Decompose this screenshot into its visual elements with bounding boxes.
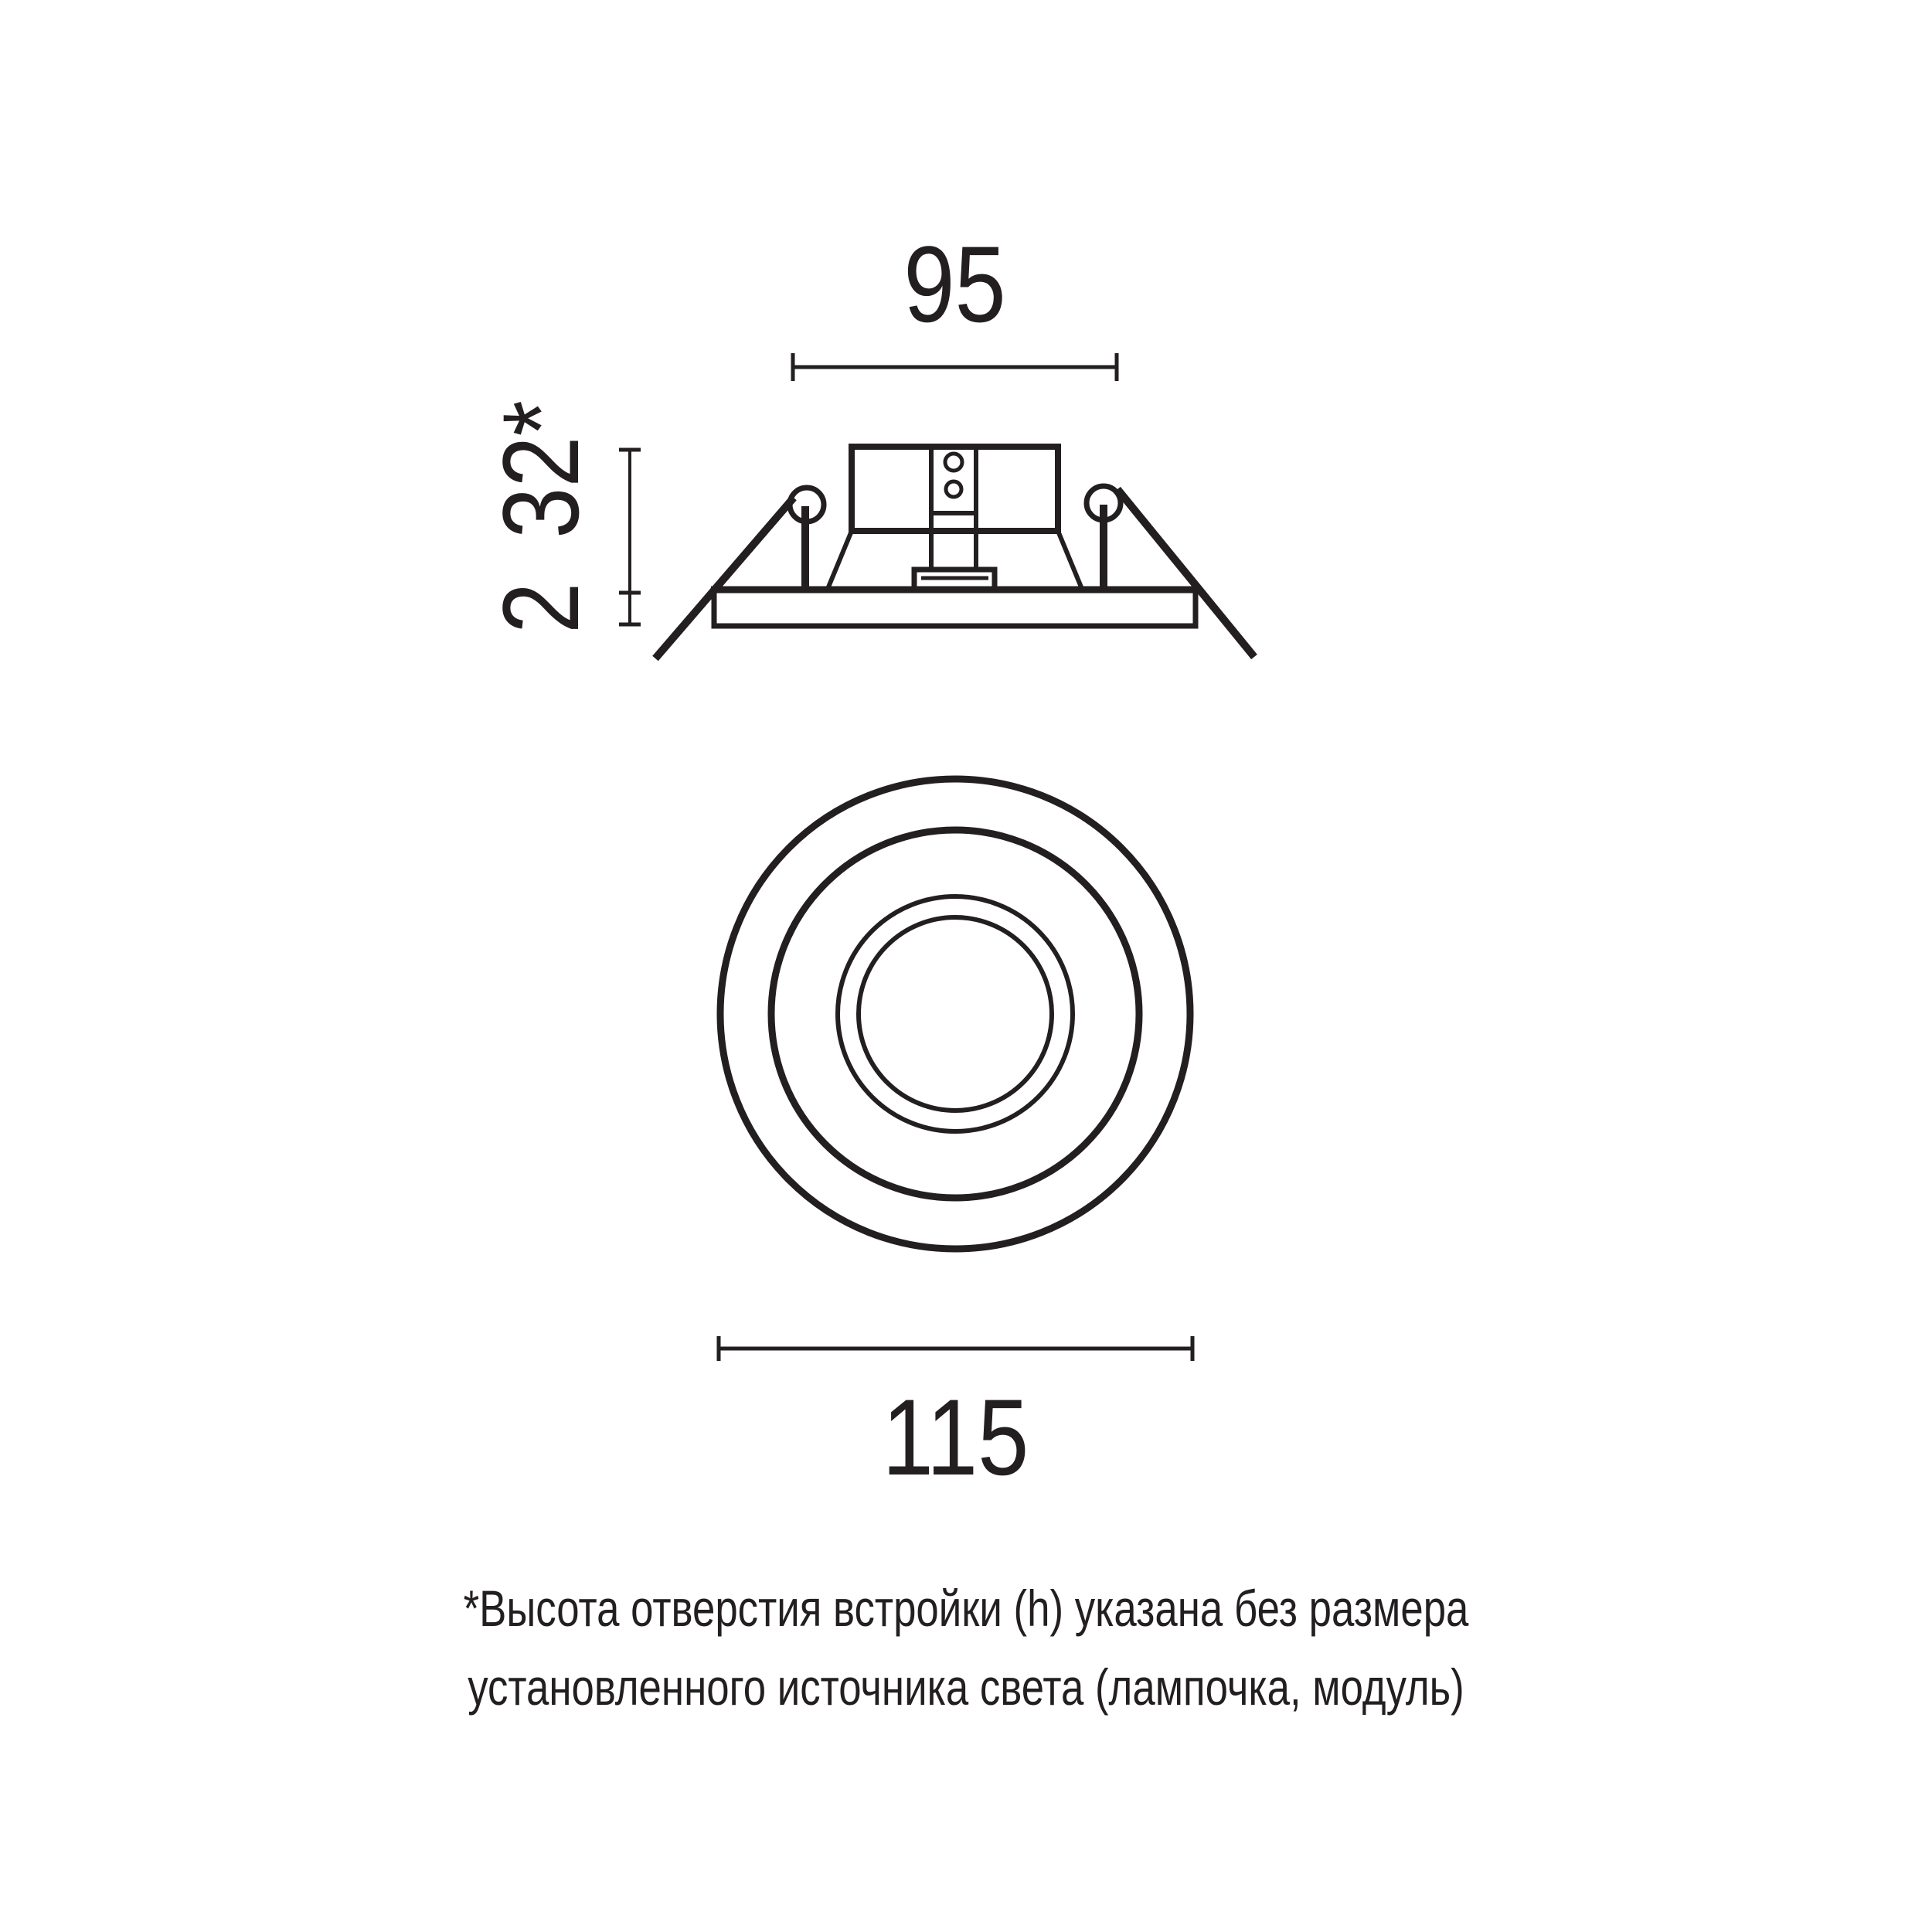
housing-box (852, 447, 1058, 531)
dimension-height (619, 450, 641, 624)
footnote-line-2: установленного источника света (лампочка, модуль) (468, 1658, 1464, 1716)
column-hole-bottom (946, 481, 961, 497)
column-hole-top (945, 454, 962, 471)
lamp-opening-circle (859, 917, 1052, 1111)
inner-trim-circle (771, 830, 1139, 1198)
clip-arm-left (655, 498, 794, 658)
flange-ring (714, 590, 1196, 626)
reflector-right-slant (1058, 531, 1082, 589)
outer-trim-circle (720, 779, 1190, 1249)
clip-arm-right (1117, 489, 1254, 657)
dim-95-value: 95 (903, 223, 1006, 345)
dimension-115 (719, 1336, 1192, 1361)
footnote-line-1: *Высота отверстия встройки (h) указана без размера (463, 1580, 1469, 1637)
dim-height-value: 2 32* (480, 400, 601, 634)
dim-115-value: 115 (882, 1376, 1029, 1498)
reflector-opening-circle (838, 896, 1073, 1131)
reflector-left-slant (828, 531, 852, 589)
side-section-view (655, 447, 1254, 658)
bottom-round-view (720, 779, 1190, 1249)
dimension-95 (793, 353, 1117, 381)
